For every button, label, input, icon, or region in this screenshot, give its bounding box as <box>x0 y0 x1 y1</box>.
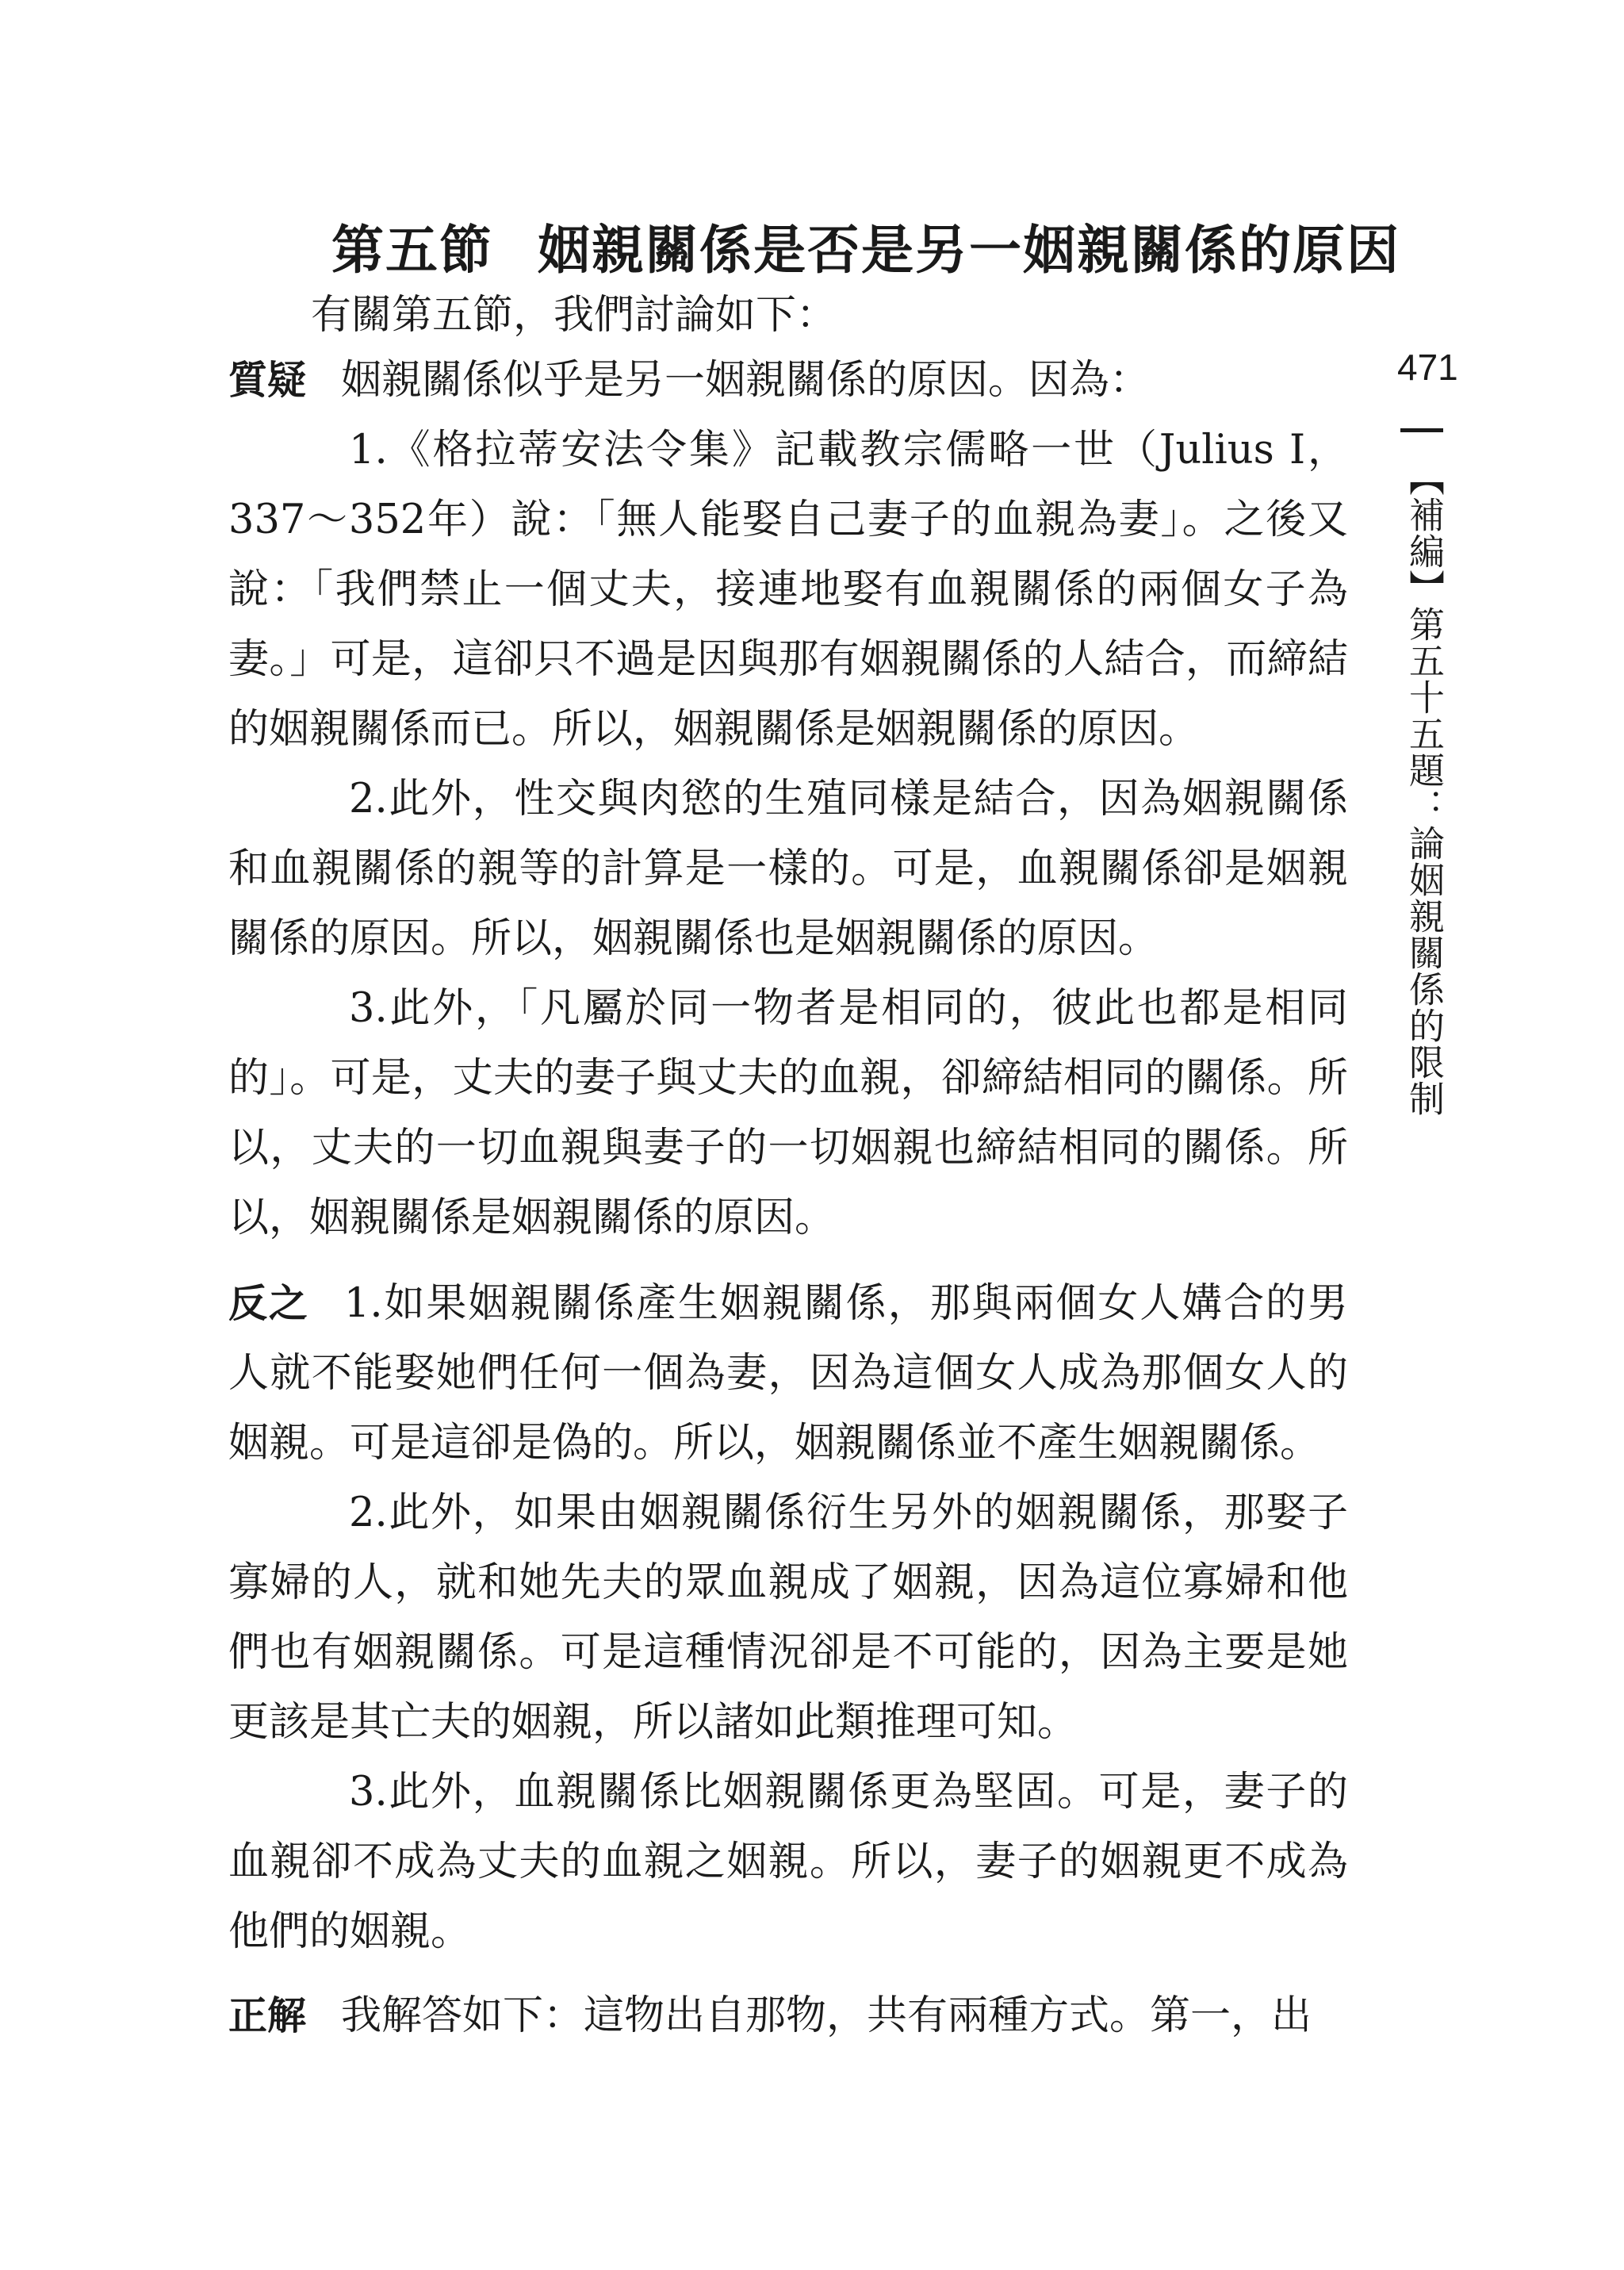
contrary-section <box>228 1269 1348 1967</box>
section-title <box>331 208 1400 283</box>
page-number: 471 <box>1397 347 1458 388</box>
objections-label: 質疑 <box>228 358 307 403</box>
intro-line: 有關第五節，我們討論如下： <box>311 292 837 339</box>
margin-rule <box>1400 428 1443 432</box>
answer-label: 正解 <box>228 1993 307 2038</box>
answer-section <box>228 1981 1348 2051</box>
section-heading: 姻親關係是否是另一姻親關係的原因 <box>538 219 1400 281</box>
objection-3: 3.此外，「凡屬於同一物者是相同的，彼此也都是相同的」。可是，丈夫的妻子與丈夫的血親，卻締結相同的關係。所以，丈夫的一切血親與妻子的一切姻親也締結相同的關係。所以，姻親關係是姻親關係的原因。 <box>228 985 1348 1241</box>
contrary-1 <box>228 1269 1348 1478</box>
objections-section <box>228 346 1348 1253</box>
contrary-1-text: 1.如果姻親關係產生姻親關係，那與兩個女人媾合的男人就不能娶她們任何一個為妻，因為這個女人成為那個女人的姻親。可是這卻是偽的。所以，姻親關係並不產生姻親關係。 <box>228 1280 1348 1467</box>
objections-lead-text: 姻親關係似乎是另一姻親關係的原因。因為： <box>341 357 1151 404</box>
answer-text: 我解答如下：這物出自那物，共有兩種方式。第一，出 <box>341 1992 1312 2039</box>
contrary-3: 3.此外，血親關係比姻親關係更為堅固。可是，妻子的血親卻不成為丈夫的血親之姻親。所以，妻子的姻親更不成為他們的姻親。 <box>228 1769 1348 1955</box>
contrary-label: 反之 <box>228 1281 309 1326</box>
answer-paragraph <box>228 1981 1348 2051</box>
contrary-2: 2.此外，如果由姻親關係衍生另外的姻親關係，那娶子寡婦的人，就和她先夫的眾血親成了姻親，因為這位寡婦和他們也有姻親關係。可是這種情況卻是不可能的，因為主要是她更該是其亡夫的姻親，所以諸如此類推理可知。 <box>228 1490 1348 1746</box>
section-number: 第五節 <box>331 219 493 281</box>
objection-2: 2.此外，性交與肉慾的生殖同樣是結合，因為姻親關係和血親關係的親等的計算是一樣的。可是，血親關係卻是姻親關係的原因。所以，姻親關係也是姻親關係的原因。 <box>228 776 1348 962</box>
objections-lead <box>228 346 1348 416</box>
running-head: 【補編】第五十五題：論姻親關係的限制 <box>1403 460 1445 1117</box>
objection-1: 1.《格拉蒂安法令集》記載教宗儒略一世（Julius I，337～352年）說：「無人能娶自己妻子的血親為妻」。之後又說：「我們禁止一個丈夫，接連地娶有血親關係的兩個女子為妻。」可是，這卻只不過是因與那有姻親關係的人結合，而締結的姻親關係而已。所以，姻親關係是姻親關係的原因。 <box>228 427 1348 753</box>
